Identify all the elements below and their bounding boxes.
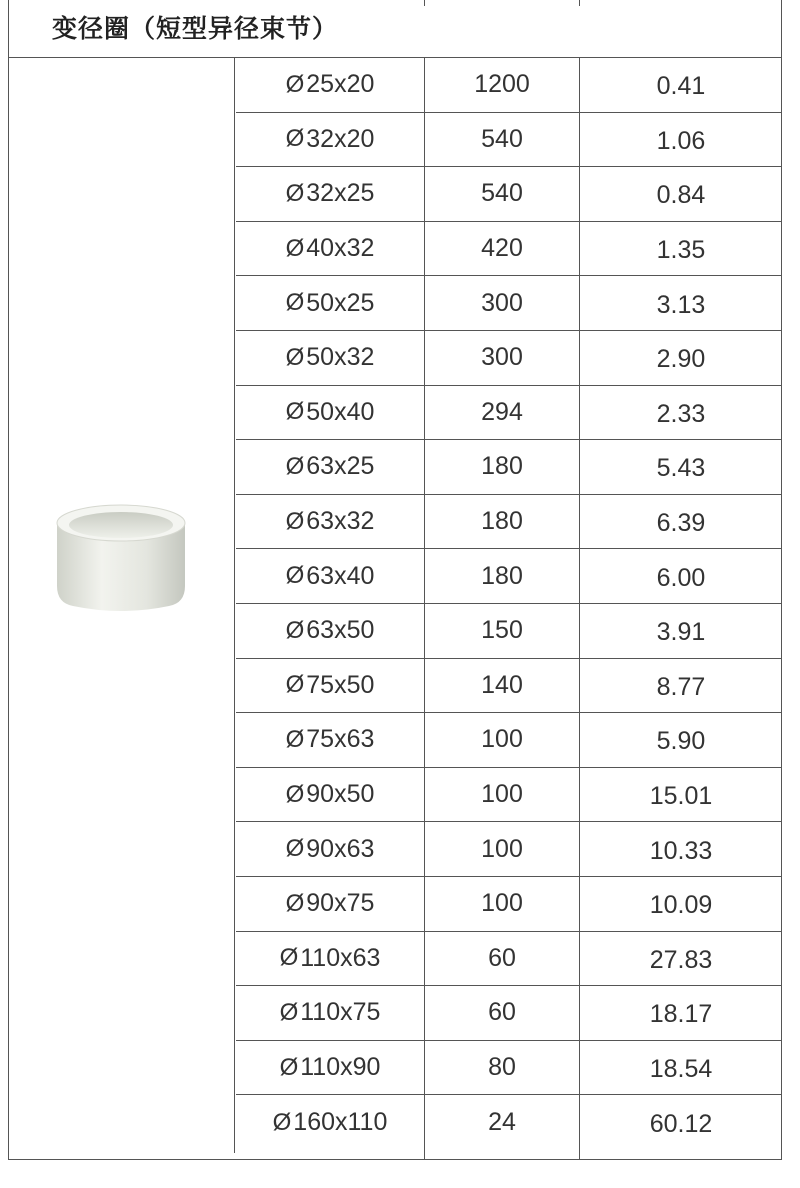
weight-cell: 3.91 xyxy=(656,618,706,647)
table-row xyxy=(236,768,782,823)
weight-cell: 5.90 xyxy=(656,727,706,756)
section-title: 变径圈（短型异径束节） xyxy=(8,6,782,58)
quantity-cell: 180 xyxy=(481,507,523,536)
diameter-symbol: Ø xyxy=(285,671,305,699)
spec-cell xyxy=(236,386,424,440)
weight-cell: 6.00 xyxy=(656,563,706,592)
spec-value: 63x40 xyxy=(306,561,375,590)
quantity-cell: 100 xyxy=(481,780,523,809)
spec-cell xyxy=(236,986,424,1040)
spec-cell xyxy=(236,659,424,713)
table-row xyxy=(236,713,782,768)
spec-cell xyxy=(236,222,424,276)
table-row xyxy=(236,167,782,222)
weight-cell: 2.33 xyxy=(656,399,706,428)
quantity-cell: 140 xyxy=(481,670,523,699)
weight-cell: 0.84 xyxy=(656,181,706,210)
spec-value: 90x50 xyxy=(306,780,375,809)
table-row xyxy=(236,549,782,604)
table-row xyxy=(236,222,782,277)
quantity-cell: 24 xyxy=(488,1108,516,1137)
weight-cell: 2.90 xyxy=(656,345,706,374)
spec-cell xyxy=(236,549,424,603)
reducer-bushing-image xyxy=(9,58,234,1158)
quantity-cell: 300 xyxy=(481,343,523,372)
diameter-symbol: Ø xyxy=(285,452,305,480)
diameter-symbol: Ø xyxy=(285,507,305,535)
quantity-cell: 150 xyxy=(481,616,523,645)
spec-value: 40x32 xyxy=(306,234,375,263)
quantity-cell: 420 xyxy=(481,234,523,263)
weight-cell: 10.33 xyxy=(649,836,713,865)
quantity-cell: 100 xyxy=(481,889,523,918)
diameter-symbol: Ø xyxy=(285,343,305,371)
spec-value: 25x20 xyxy=(306,70,375,99)
spec-value: 75x63 xyxy=(306,725,375,754)
diameter-symbol: Ø xyxy=(285,289,305,317)
weight-cell: 60.12 xyxy=(649,1110,713,1139)
diameter-symbol: Ø xyxy=(279,998,299,1026)
spec-cell xyxy=(236,58,424,112)
table-row xyxy=(236,1095,782,1150)
weight-cell: 10.09 xyxy=(649,891,713,920)
quantity-cell: 80 xyxy=(488,1053,516,1082)
quantity-cell: 100 xyxy=(481,834,523,863)
table-row xyxy=(236,986,782,1041)
spec-cell xyxy=(236,822,424,876)
weight-cell: 8.77 xyxy=(656,672,706,701)
spec-value: 160x110 xyxy=(293,1108,388,1137)
spec-cell xyxy=(236,1095,424,1150)
table-row xyxy=(236,58,782,113)
spec-value: 110x90 xyxy=(300,1053,381,1082)
spec-value: 75x50 xyxy=(306,670,375,699)
weight-cell: 27.83 xyxy=(649,945,713,974)
diameter-symbol: Ø xyxy=(285,835,305,863)
diameter-symbol: Ø xyxy=(285,70,305,98)
quantity-cell: 60 xyxy=(488,998,516,1027)
weight-cell: 15.01 xyxy=(649,782,713,811)
diameter-symbol: Ø xyxy=(279,944,299,972)
table-row xyxy=(236,331,782,386)
table-row xyxy=(236,1041,782,1096)
weight-cell: 0.41 xyxy=(656,72,706,101)
spec-value: 63x25 xyxy=(306,452,375,481)
spec-cell xyxy=(236,604,424,658)
spec-cell xyxy=(236,932,424,986)
spec-value: 50x40 xyxy=(306,397,375,426)
spec-cell xyxy=(236,113,424,167)
table-row xyxy=(236,604,782,659)
diameter-symbol: Ø xyxy=(285,616,305,644)
spec-value: 110x75 xyxy=(300,998,381,1027)
quantity-cell: 180 xyxy=(481,452,523,481)
quantity-cell: 180 xyxy=(481,561,523,590)
table-row xyxy=(236,386,782,441)
spec-value: 63x32 xyxy=(306,507,375,536)
spec-value: 32x25 xyxy=(306,179,375,208)
table-row xyxy=(236,276,782,331)
table-row xyxy=(236,659,782,714)
diameter-symbol: Ø xyxy=(285,780,305,808)
quantity-cell: 540 xyxy=(481,124,523,153)
spec-cell xyxy=(236,440,424,494)
weight-cell: 6.39 xyxy=(656,509,706,538)
spec-value: 90x75 xyxy=(306,889,375,918)
column-divider xyxy=(234,58,235,1153)
table-row xyxy=(236,440,782,495)
table-row xyxy=(236,822,782,877)
quantity-cell: 300 xyxy=(481,288,523,317)
weight-cell: 5.43 xyxy=(656,454,706,483)
quantity-cell: 540 xyxy=(481,179,523,208)
weight-cell: 18.17 xyxy=(649,1000,713,1029)
spec-value: 32x20 xyxy=(306,124,375,153)
spec-cell xyxy=(236,713,424,767)
spec-cell xyxy=(236,276,424,330)
weight-cell: 18.54 xyxy=(649,1055,713,1084)
weight-cell: 1.35 xyxy=(656,236,706,265)
diameter-symbol: Ø xyxy=(285,398,305,426)
spec-cell xyxy=(236,495,424,549)
spec-cell xyxy=(236,1041,424,1095)
spec-value: 50x25 xyxy=(306,288,375,317)
quantity-cell: 60 xyxy=(488,943,516,972)
product-image-cell xyxy=(9,58,234,1158)
spec-cell xyxy=(236,768,424,822)
weight-cell: 3.13 xyxy=(656,290,706,319)
spec-cell xyxy=(236,331,424,385)
spec-cell xyxy=(236,877,424,931)
diameter-symbol: Ø xyxy=(285,234,305,262)
table-row xyxy=(236,932,782,987)
quantity-cell: 1200 xyxy=(474,70,530,99)
spec-value: 50x32 xyxy=(306,343,375,372)
diameter-symbol: Ø xyxy=(279,1053,299,1081)
diameter-symbol: Ø xyxy=(285,725,305,753)
diameter-symbol: Ø xyxy=(285,179,305,207)
spec-value: 63x50 xyxy=(306,616,375,645)
quantity-cell: 100 xyxy=(481,725,523,754)
spec-value: 110x63 xyxy=(300,943,381,972)
quantity-cell: 294 xyxy=(481,397,523,426)
diameter-symbol: Ø xyxy=(285,889,305,917)
weight-cell: 1.06 xyxy=(656,126,706,155)
spec-value: 90x63 xyxy=(306,834,375,863)
spec-cell xyxy=(236,167,424,221)
diameter-symbol: Ø xyxy=(285,562,305,590)
diameter-symbol: Ø xyxy=(272,1108,292,1136)
table-row xyxy=(236,113,782,168)
diameter-symbol: Ø xyxy=(285,125,305,153)
table-row xyxy=(236,495,782,550)
table-row xyxy=(236,877,782,932)
